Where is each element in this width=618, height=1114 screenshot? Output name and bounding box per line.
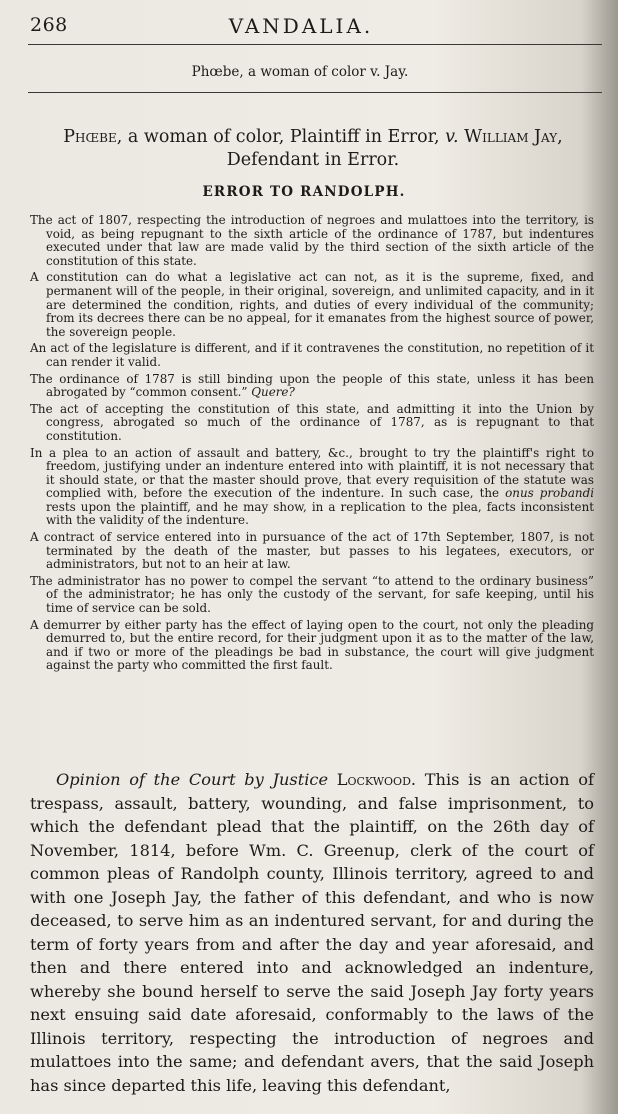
defendant-name: William Jay [464, 127, 558, 147]
opinion-text: This is an action of trespass, assault, battery, wounding, and false imprisonment, to which the defendant plead that the plaintiff, on the 26th day of November, 1814, before Wm. C. Greenup, clerk of the court of common pleas of Randolph county, Illinois territory, agreed to and with one Joseph Jay, the father of this defendant, and who is now deceased, to serve him as an indentured servant, for and during the term of forty years from and after the day and year aforesaid, and then and there entered into and acknowledged an indenture, whereby she bound herself to serve the said Joseph Jay forty years next ensuing said date aforesaid, conformably to the laws of the Illinois territory, respecting the introduction of negroes and mulattoes into the same; and defendant avers, that the said Joseph has since departed this life, leaving this defendant, [30, 770, 594, 1095]
case-short-title: Phœbe, a woman of color v. Jay. [191, 64, 409, 80]
opinion-justice: Lockwood. [336, 770, 417, 789]
headnote: A constitution can do what a legislative act can not, as it is the supreme, fixed, and permanent will of the people, in their original, sovereign, and unlimited capacity, and in it are determined the condition, rights, and duties of every individual of the community; from its decrees there can be no appeal, for it emanates from the highest source of power, the sovereign people. [30, 270, 594, 339]
headnote: An act of the legislature is different, and if it contravenes the constitution, no repetition of it can render it valid. [30, 341, 594, 369]
plaintiff-name: Phœbe [63, 127, 117, 147]
case-caption [30, 126, 596, 172]
court-from: ERROR TO RANDOLPH. [202, 184, 406, 200]
headnote: The act of 1807, respecting the introduction of negroes and mulattoes into the territory, is void, as being repugnant to the sixth article of the ordinance of 1787, but indentures executed under that law are made valid by the third section of the sixth article of the constitution of this state. [30, 213, 594, 268]
headnote: In a plea to an action of assault and battery, &c., brought to try the plaintiff's right to freedom, justifying under an indenture entered into with plaintiff, it is not necessary that it should state, or that the master should prove, that every requisition of the statute was complied with, before the execution of the indenture. In such case, the onus probandi rests upon the plaintiff, and he may show, in a replication to the plea, facts inconsistent with the validity of the indenture. [30, 445, 594, 528]
header-rule-top [28, 44, 602, 45]
running-title: VANDALIA. [228, 14, 374, 38]
plaintiff-description: , a woman of color, Plaintiff in Error, [116, 127, 446, 147]
page-number: 268 [30, 14, 68, 36]
headnotes [30, 214, 594, 676]
versus: v. [445, 127, 459, 147]
headnote: The administrator has no power to compel the servant “to attend to the ordinary business” of the administrator; he has only the custody of the servant, for safe keeping, until his time of service can be sold. [30, 573, 594, 616]
headnote: The act of accepting the constitution of this state, and admitting it into the Union by congress, abrogated so much of the ordinance of 1787, as is repugnant to that constitution. [30, 401, 594, 443]
headnote: The ordinance of 1787 is still binding upon the people of this state, unless it has been abrogated by “common consent.” Quere? [30, 371, 594, 400]
headnote: A demurrer by either party has the effect of laying open to the court, not only the pleading demurred to, but the entire record, for their judgment upon it as to the matter of the law, and if two or more of the pleadings be bad in substance, the court will give judgment against the party who committed the first fault. [30, 617, 594, 673]
opinion-body [30, 768, 594, 1097]
opinion-label: Opinion of the Court by Justice [56, 770, 329, 789]
headnote: A contract of service entered into in pursuance of the act of 17th September, 1807, is not terminated by the death of the master, but passes to his legatees, executors, or administrators, but not to an heir at law. [30, 530, 594, 572]
defendant-description: , Defendant in Error. [226, 127, 563, 170]
header-rule-bottom [28, 92, 602, 93]
